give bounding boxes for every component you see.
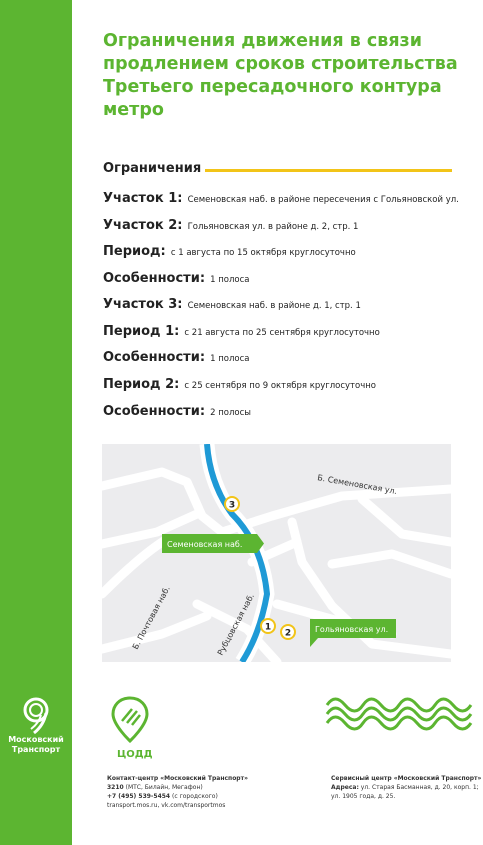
row-label: Особенности: [103,271,206,286]
semenovskaya-tag-label: Семеновская наб. [167,540,243,549]
row-label: Особенности: [103,350,206,365]
info-row [103,267,250,286]
street-label-rubtsovskaya: Рубцовская наб. [215,592,256,657]
info-row [103,187,459,206]
moscow-transport-logo [0,695,72,755]
row-label: Период: [103,244,166,259]
marker-2-label: 2 [284,628,292,639]
service-center [331,774,481,801]
contact-center [107,774,248,810]
info-row [103,293,361,312]
title-line: продлением сроков строительства [103,54,458,74]
row-value: Семеновская наб. в районе пересечения с Гольяновской ул. [187,195,459,205]
semenovskaya-tag[interactable] [162,534,264,553]
yellow-divider [205,169,452,172]
row-label: Особенности: [103,404,206,419]
marker-3-label: 3 [228,500,236,511]
marker-1-label: 1 [264,622,272,633]
info-row [103,240,356,259]
service-heading: Сервисный центр «Московский Транспорт» [331,775,482,782]
contact-phone2 [107,792,248,801]
row-value: Гольяновская ул. в районе д. 2, стр. 1 [187,222,359,232]
row-label: Период 1: [103,324,180,339]
codd-logo [108,695,168,749]
info-row [103,320,380,339]
row-label: Участок 2: [103,218,183,233]
title-line: Ограничения движения в связи [103,31,422,51]
brand-line1: Московский [8,735,64,744]
row-value: Семеновская наб. в районе д. 1, стр. 1 [187,301,361,311]
brand-line2: Транспорт [11,745,61,754]
contact-phone1 [107,783,248,792]
golyanovskaya-tag-label: Гольяновская ул. [315,625,389,634]
codd-label: ЦОДД [117,749,153,760]
row-value: 1 полоса [210,354,250,364]
title-line: Третьего пересадочного контура [103,77,442,97]
marker-2[interactable] [281,625,295,639]
row-label: Участок 1: [103,191,183,206]
marker-1[interactable] [261,619,275,633]
row-label: Период 2: [103,377,180,392]
phone1-operators: (МТС, Билайн, Мегафон) [125,784,203,791]
row-value: с 25 сентября по 9 октября круглосуточно [184,381,376,391]
phone2-note: (с городского) [172,793,218,800]
nine-logo-icon [18,695,54,735]
row-value: с 21 августа по 25 сентября круглосуточно [184,328,380,338]
row-value: 1 полоса [210,275,250,285]
address-label: Адреса: [331,784,359,791]
restrictions-heading: Ограничения [103,161,202,176]
contact-heading: Контакт-центр «Московский Транспорт» [107,775,248,782]
codd-pin-icon [108,695,152,745]
info-row [103,214,358,233]
street-label-b-semenovskaya: Б. Семеновская ул. [316,473,398,496]
phone1-number[interactable]: 3210 [107,784,124,791]
marker-3[interactable] [225,497,239,511]
wave-pattern-icon [325,695,473,733]
service-address-line2: ул. 1905 года, д. 25. [331,793,396,800]
service-address-line1 [331,783,481,792]
info-row [103,346,250,365]
row-label: Участок 3: [103,297,183,312]
page-title [103,30,463,122]
info-row [103,373,376,392]
address-text-1: ул. Старая Басманная, д. 20, корп. 1; [360,784,479,791]
contact-sites[interactable]: transport.mos.ru, vk.com/transportmos [107,802,226,809]
phone2-number[interactable]: +7 (495) 539-5454 [107,793,171,800]
street-label-b-pochtovaya: Б. Почтовая наб. [130,584,172,651]
row-value: с 1 августа по 15 октября круглосуточно [170,248,356,258]
title-line: метро [103,100,164,120]
map[interactable] [102,444,451,662]
row-value: 2 полосы [210,408,252,418]
info-row [103,400,251,419]
